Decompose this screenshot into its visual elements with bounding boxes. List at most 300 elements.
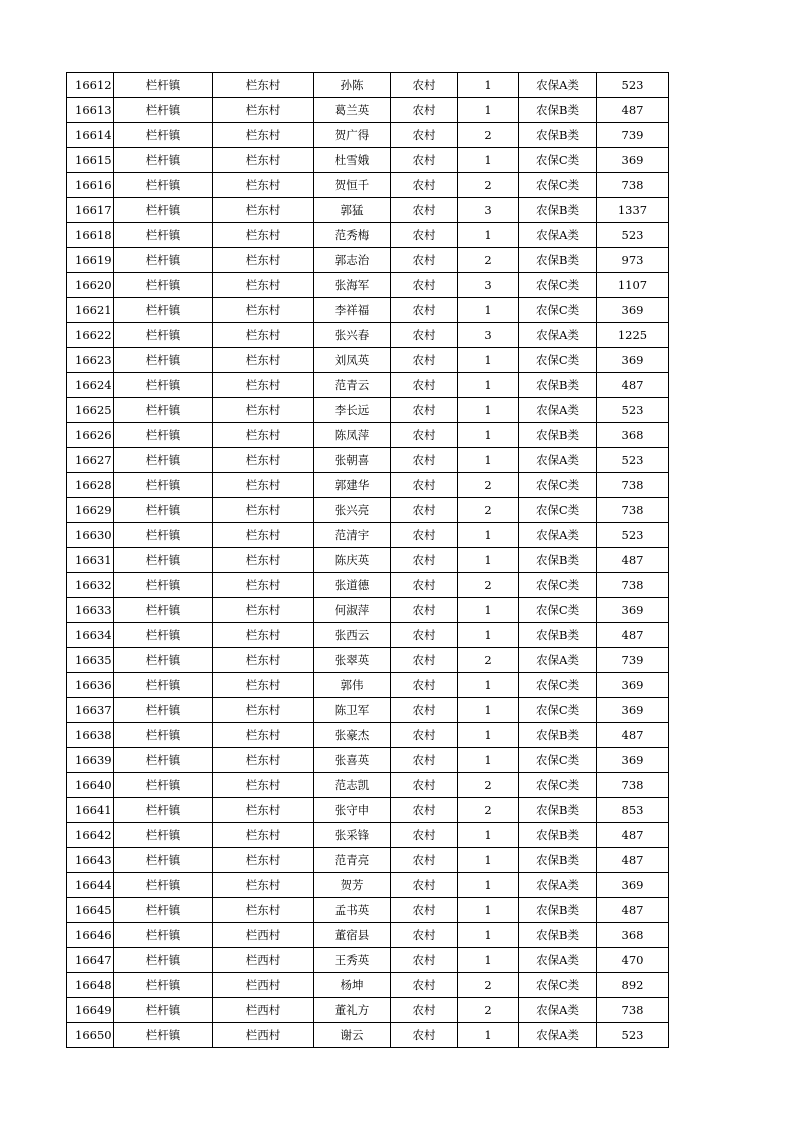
cell-amount: 738 (597, 473, 669, 498)
cell-household-type: 农村 (391, 998, 458, 1023)
cell-count: 1 (458, 223, 519, 248)
cell-household-type: 农村 (391, 73, 458, 98)
table-row (67, 248, 669, 273)
cell-household-type: 农村 (391, 723, 458, 748)
cell-count: 2 (458, 798, 519, 823)
cell-household-type: 农村 (391, 498, 458, 523)
cell-id: 16631 (67, 548, 114, 573)
cell-id: 16646 (67, 923, 114, 948)
cell-id: 16615 (67, 148, 114, 173)
roster-body (67, 73, 669, 1048)
cell-category: 农保A类 (519, 1023, 597, 1048)
cell-category: 农保B类 (519, 723, 597, 748)
table-row (67, 273, 669, 298)
cell-name: 贺芳 (314, 873, 391, 898)
cell-village: 栏东村 (213, 123, 314, 148)
cell-village: 栏东村 (213, 273, 314, 298)
cell-town: 栏杆镇 (114, 823, 213, 848)
cell-town: 栏杆镇 (114, 298, 213, 323)
cell-amount: 487 (597, 848, 669, 873)
cell-name: 郭建华 (314, 473, 391, 498)
cell-name: 杜雪娥 (314, 148, 391, 173)
cell-amount: 369 (597, 873, 669, 898)
cell-town: 栏杆镇 (114, 798, 213, 823)
cell-name: 范青亮 (314, 848, 391, 873)
cell-household-type: 农村 (391, 673, 458, 698)
cell-count: 1 (458, 448, 519, 473)
cell-amount: 487 (597, 898, 669, 923)
cell-name: 张兴春 (314, 323, 391, 348)
cell-count: 1 (458, 698, 519, 723)
cell-amount: 523 (597, 1023, 669, 1048)
cell-village: 栏东村 (213, 223, 314, 248)
cell-village: 栏东村 (213, 523, 314, 548)
cell-category: 农保C类 (519, 598, 597, 623)
cell-id: 16645 (67, 898, 114, 923)
cell-id: 16621 (67, 298, 114, 323)
cell-town: 栏杆镇 (114, 723, 213, 748)
cell-town: 栏杆镇 (114, 323, 213, 348)
cell-id: 16628 (67, 473, 114, 498)
cell-amount: 369 (597, 598, 669, 623)
table-row (67, 198, 669, 223)
cell-town: 栏杆镇 (114, 573, 213, 598)
cell-category: 农保B类 (519, 423, 597, 448)
cell-household-type: 农村 (391, 148, 458, 173)
table-row (67, 923, 669, 948)
cell-id: 16635 (67, 648, 114, 673)
table-row (67, 423, 669, 448)
cell-amount: 738 (597, 173, 669, 198)
table-row (67, 73, 669, 98)
cell-count: 1 (458, 748, 519, 773)
cell-household-type: 农村 (391, 973, 458, 998)
cell-id: 16644 (67, 873, 114, 898)
cell-household-type: 农村 (391, 823, 458, 848)
cell-amount: 973 (597, 248, 669, 273)
cell-household-type: 农村 (391, 323, 458, 348)
cell-count: 2 (458, 123, 519, 148)
cell-category: 农保B类 (519, 848, 597, 873)
cell-town: 栏杆镇 (114, 923, 213, 948)
cell-count: 1 (458, 598, 519, 623)
cell-town: 栏杆镇 (114, 123, 213, 148)
cell-category: 农保C类 (519, 148, 597, 173)
cell-town: 栏杆镇 (114, 748, 213, 773)
cell-category: 农保B类 (519, 923, 597, 948)
cell-amount: 1225 (597, 323, 669, 348)
cell-count: 1 (458, 923, 519, 948)
cell-category: 农保A类 (519, 73, 597, 98)
cell-household-type: 农村 (391, 873, 458, 898)
table-row (67, 648, 669, 673)
cell-amount: 892 (597, 973, 669, 998)
cell-category: 农保A类 (519, 398, 597, 423)
table-row (67, 148, 669, 173)
cell-town: 栏杆镇 (114, 373, 213, 398)
cell-amount: 369 (597, 673, 669, 698)
table-row (67, 698, 669, 723)
cell-amount: 1107 (597, 273, 669, 298)
cell-count: 1 (458, 348, 519, 373)
cell-name: 张道德 (314, 573, 391, 598)
cell-village: 栏西村 (213, 1023, 314, 1048)
cell-id: 16619 (67, 248, 114, 273)
cell-town: 栏杆镇 (114, 448, 213, 473)
cell-amount: 369 (597, 348, 669, 373)
cell-household-type: 农村 (391, 923, 458, 948)
cell-amount: 738 (597, 573, 669, 598)
cell-household-type: 农村 (391, 548, 458, 573)
cell-id: 16647 (67, 948, 114, 973)
cell-household-type: 农村 (391, 473, 458, 498)
cell-id: 16650 (67, 1023, 114, 1048)
cell-id: 16639 (67, 748, 114, 773)
cell-id: 16636 (67, 673, 114, 698)
cell-id: 16633 (67, 598, 114, 623)
cell-name: 李长远 (314, 398, 391, 423)
cell-village: 栏西村 (213, 998, 314, 1023)
table-row (67, 398, 669, 423)
cell-category: 农保B类 (519, 548, 597, 573)
table-row (67, 748, 669, 773)
cell-count: 1 (458, 623, 519, 648)
cell-id: 16613 (67, 98, 114, 123)
table-row (67, 448, 669, 473)
cell-village: 栏东村 (213, 448, 314, 473)
cell-id: 16643 (67, 848, 114, 873)
cell-id: 16627 (67, 448, 114, 473)
cell-village: 栏西村 (213, 973, 314, 998)
cell-village: 栏东村 (213, 423, 314, 448)
cell-category: 农保B类 (519, 898, 597, 923)
cell-amount: 523 (597, 523, 669, 548)
cell-amount: 739 (597, 648, 669, 673)
cell-household-type: 农村 (391, 423, 458, 448)
cell-count: 2 (458, 173, 519, 198)
cell-count: 2 (458, 648, 519, 673)
cell-name: 谢云 (314, 1023, 391, 1048)
cell-name: 范志凯 (314, 773, 391, 798)
cell-count: 3 (458, 323, 519, 348)
cell-village: 栏东村 (213, 598, 314, 623)
cell-count: 1 (458, 873, 519, 898)
cell-household-type: 农村 (391, 223, 458, 248)
cell-id: 16623 (67, 348, 114, 373)
cell-household-type: 农村 (391, 748, 458, 773)
table-row (67, 673, 669, 698)
cell-town: 栏杆镇 (114, 698, 213, 723)
cell-town: 栏杆镇 (114, 423, 213, 448)
cell-town: 栏杆镇 (114, 873, 213, 898)
cell-town: 栏杆镇 (114, 523, 213, 548)
cell-amount: 738 (597, 773, 669, 798)
table-row (67, 773, 669, 798)
cell-name: 郭伟 (314, 673, 391, 698)
cell-category: 农保C类 (519, 973, 597, 998)
cell-category: 农保B类 (519, 123, 597, 148)
cell-count: 2 (458, 248, 519, 273)
cell-amount: 368 (597, 423, 669, 448)
cell-amount: 487 (597, 823, 669, 848)
cell-name: 范青云 (314, 373, 391, 398)
table-row (67, 998, 669, 1023)
cell-count: 3 (458, 198, 519, 223)
cell-household-type: 农村 (391, 198, 458, 223)
cell-village: 栏东村 (213, 498, 314, 523)
cell-village: 栏东村 (213, 673, 314, 698)
cell-village: 栏东村 (213, 173, 314, 198)
cell-id: 16649 (67, 998, 114, 1023)
cell-id: 16629 (67, 498, 114, 523)
cell-id: 16622 (67, 323, 114, 348)
cell-village: 栏东村 (213, 473, 314, 498)
table-row (67, 973, 669, 998)
table-row (67, 98, 669, 123)
cell-category: 农保B类 (519, 373, 597, 398)
cell-name: 张采锋 (314, 823, 391, 848)
cell-amount: 487 (597, 98, 669, 123)
cell-household-type: 农村 (391, 98, 458, 123)
cell-name: 刘凤英 (314, 348, 391, 373)
cell-household-type: 农村 (391, 248, 458, 273)
cell-count: 2 (458, 773, 519, 798)
cell-amount: 487 (597, 373, 669, 398)
cell-id: 16625 (67, 398, 114, 423)
cell-village: 栏东村 (213, 323, 314, 348)
cell-count: 1 (458, 1023, 519, 1048)
cell-household-type: 农村 (391, 623, 458, 648)
cell-category: 农保C类 (519, 273, 597, 298)
cell-category: 农保A类 (519, 873, 597, 898)
cell-town: 栏杆镇 (114, 998, 213, 1023)
cell-town: 栏杆镇 (114, 548, 213, 573)
table-row (67, 548, 669, 573)
cell-category: 农保C类 (519, 298, 597, 323)
cell-amount: 853 (597, 798, 669, 823)
cell-town: 栏杆镇 (114, 648, 213, 673)
cell-amount: 368 (597, 923, 669, 948)
cell-count: 1 (458, 423, 519, 448)
cell-household-type: 农村 (391, 523, 458, 548)
cell-name: 张翠英 (314, 648, 391, 673)
cell-count: 1 (458, 298, 519, 323)
cell-amount: 369 (597, 698, 669, 723)
cell-name: 张兴亮 (314, 498, 391, 523)
cell-town: 栏杆镇 (114, 398, 213, 423)
cell-name: 张守申 (314, 798, 391, 823)
cell-town: 栏杆镇 (114, 1023, 213, 1048)
cell-amount: 470 (597, 948, 669, 973)
cell-category: 农保A类 (519, 523, 597, 548)
table-row (67, 473, 669, 498)
cell-amount: 369 (597, 298, 669, 323)
cell-name: 范秀梅 (314, 223, 391, 248)
cell-count: 1 (458, 73, 519, 98)
cell-name: 杨坤 (314, 973, 391, 998)
cell-id: 16626 (67, 423, 114, 448)
cell-village: 栏东村 (213, 98, 314, 123)
cell-amount: 1337 (597, 198, 669, 223)
cell-town: 栏杆镇 (114, 848, 213, 873)
table-row (67, 223, 669, 248)
cell-household-type: 农村 (391, 273, 458, 298)
cell-count: 3 (458, 273, 519, 298)
table-row (67, 348, 669, 373)
cell-category: 农保C类 (519, 348, 597, 373)
cell-name: 范清宇 (314, 523, 391, 548)
cell-town: 栏杆镇 (114, 673, 213, 698)
cell-id: 16638 (67, 723, 114, 748)
cell-id: 16624 (67, 373, 114, 398)
cell-category: 农保B类 (519, 248, 597, 273)
cell-category: 农保B类 (519, 798, 597, 823)
cell-count: 1 (458, 948, 519, 973)
cell-category: 农保A类 (519, 323, 597, 348)
cell-id: 16630 (67, 523, 114, 548)
cell-category: 农保A类 (519, 948, 597, 973)
cell-category: 农保C类 (519, 473, 597, 498)
cell-name: 董礼方 (314, 998, 391, 1023)
cell-household-type: 农村 (391, 298, 458, 323)
cell-name: 何淑萍 (314, 598, 391, 623)
cell-town: 栏杆镇 (114, 348, 213, 373)
cell-village: 栏东村 (213, 548, 314, 573)
table-row (67, 873, 669, 898)
cell-household-type: 农村 (391, 798, 458, 823)
cell-village: 栏东村 (213, 898, 314, 923)
cell-town: 栏杆镇 (114, 198, 213, 223)
cell-amount: 487 (597, 723, 669, 748)
cell-village: 栏东村 (213, 398, 314, 423)
cell-village: 栏东村 (213, 648, 314, 673)
cell-village: 栏东村 (213, 348, 314, 373)
cell-town: 栏杆镇 (114, 598, 213, 623)
cell-amount: 523 (597, 448, 669, 473)
table-row (67, 173, 669, 198)
cell-town: 栏杆镇 (114, 973, 213, 998)
cell-id: 16637 (67, 698, 114, 723)
cell-category: 农保A类 (519, 448, 597, 473)
cell-id: 16620 (67, 273, 114, 298)
cell-village: 栏西村 (213, 948, 314, 973)
cell-amount: 523 (597, 223, 669, 248)
cell-town: 栏杆镇 (114, 173, 213, 198)
table-row (67, 848, 669, 873)
cell-town: 栏杆镇 (114, 498, 213, 523)
cell-town: 栏杆镇 (114, 223, 213, 248)
table-row (67, 798, 669, 823)
cell-name: 张朝喜 (314, 448, 391, 473)
cell-name: 张喜英 (314, 748, 391, 773)
cell-count: 1 (458, 548, 519, 573)
cell-category: 农保C类 (519, 698, 597, 723)
cell-count: 2 (458, 973, 519, 998)
cell-village: 栏东村 (213, 298, 314, 323)
table-row (67, 298, 669, 323)
cell-category: 农保C类 (519, 748, 597, 773)
cell-town: 栏杆镇 (114, 248, 213, 273)
cell-household-type: 农村 (391, 373, 458, 398)
roster-table (66, 72, 669, 1048)
cell-household-type: 农村 (391, 1023, 458, 1048)
cell-amount: 487 (597, 623, 669, 648)
cell-village: 栏东村 (213, 373, 314, 398)
cell-count: 1 (458, 148, 519, 173)
cell-town: 栏杆镇 (114, 473, 213, 498)
cell-count: 2 (458, 998, 519, 1023)
cell-village: 栏东村 (213, 73, 314, 98)
cell-name: 李祥福 (314, 298, 391, 323)
cell-id: 16634 (67, 623, 114, 648)
cell-id: 16648 (67, 973, 114, 998)
table-row (67, 898, 669, 923)
cell-amount: 523 (597, 73, 669, 98)
cell-village: 栏东村 (213, 198, 314, 223)
cell-household-type: 农村 (391, 698, 458, 723)
cell-town: 栏杆镇 (114, 73, 213, 98)
cell-name: 葛兰英 (314, 98, 391, 123)
table-row (67, 523, 669, 548)
cell-amount: 487 (597, 548, 669, 573)
cell-village: 栏东村 (213, 823, 314, 848)
cell-name: 陈庆英 (314, 548, 391, 573)
cell-category: 农保B类 (519, 623, 597, 648)
cell-name: 孙陈 (314, 73, 391, 98)
cell-amount: 369 (597, 748, 669, 773)
cell-household-type: 农村 (391, 848, 458, 873)
cell-id: 16640 (67, 773, 114, 798)
cell-id: 16641 (67, 798, 114, 823)
table-row (67, 123, 669, 148)
cell-count: 2 (458, 473, 519, 498)
cell-count: 1 (458, 823, 519, 848)
cell-category: 农保C类 (519, 573, 597, 598)
cell-household-type: 农村 (391, 773, 458, 798)
cell-count: 1 (458, 848, 519, 873)
cell-category: 农保A类 (519, 648, 597, 673)
cell-category: 农保C类 (519, 173, 597, 198)
cell-id: 16614 (67, 123, 114, 148)
cell-name: 张西云 (314, 623, 391, 648)
cell-name: 郭志治 (314, 248, 391, 273)
cell-count: 1 (458, 398, 519, 423)
table-row (67, 323, 669, 348)
cell-village: 栏西村 (213, 923, 314, 948)
table-row (67, 723, 669, 748)
cell-id: 16618 (67, 223, 114, 248)
cell-name: 张海军 (314, 273, 391, 298)
table-row (67, 498, 669, 523)
cell-household-type: 农村 (391, 123, 458, 148)
cell-town: 栏杆镇 (114, 948, 213, 973)
cell-name: 贺恒千 (314, 173, 391, 198)
cell-village: 栏东村 (213, 748, 314, 773)
cell-category: 农保A类 (519, 223, 597, 248)
cell-village: 栏东村 (213, 848, 314, 873)
cell-household-type: 农村 (391, 598, 458, 623)
table-row (67, 948, 669, 973)
cell-category: 农保B类 (519, 823, 597, 848)
cell-household-type: 农村 (391, 173, 458, 198)
cell-count: 2 (458, 498, 519, 523)
cell-village: 栏东村 (213, 773, 314, 798)
cell-amount: 369 (597, 148, 669, 173)
cell-category: 农保A类 (519, 998, 597, 1023)
table-row (67, 373, 669, 398)
cell-amount: 738 (597, 498, 669, 523)
cell-town: 栏杆镇 (114, 898, 213, 923)
